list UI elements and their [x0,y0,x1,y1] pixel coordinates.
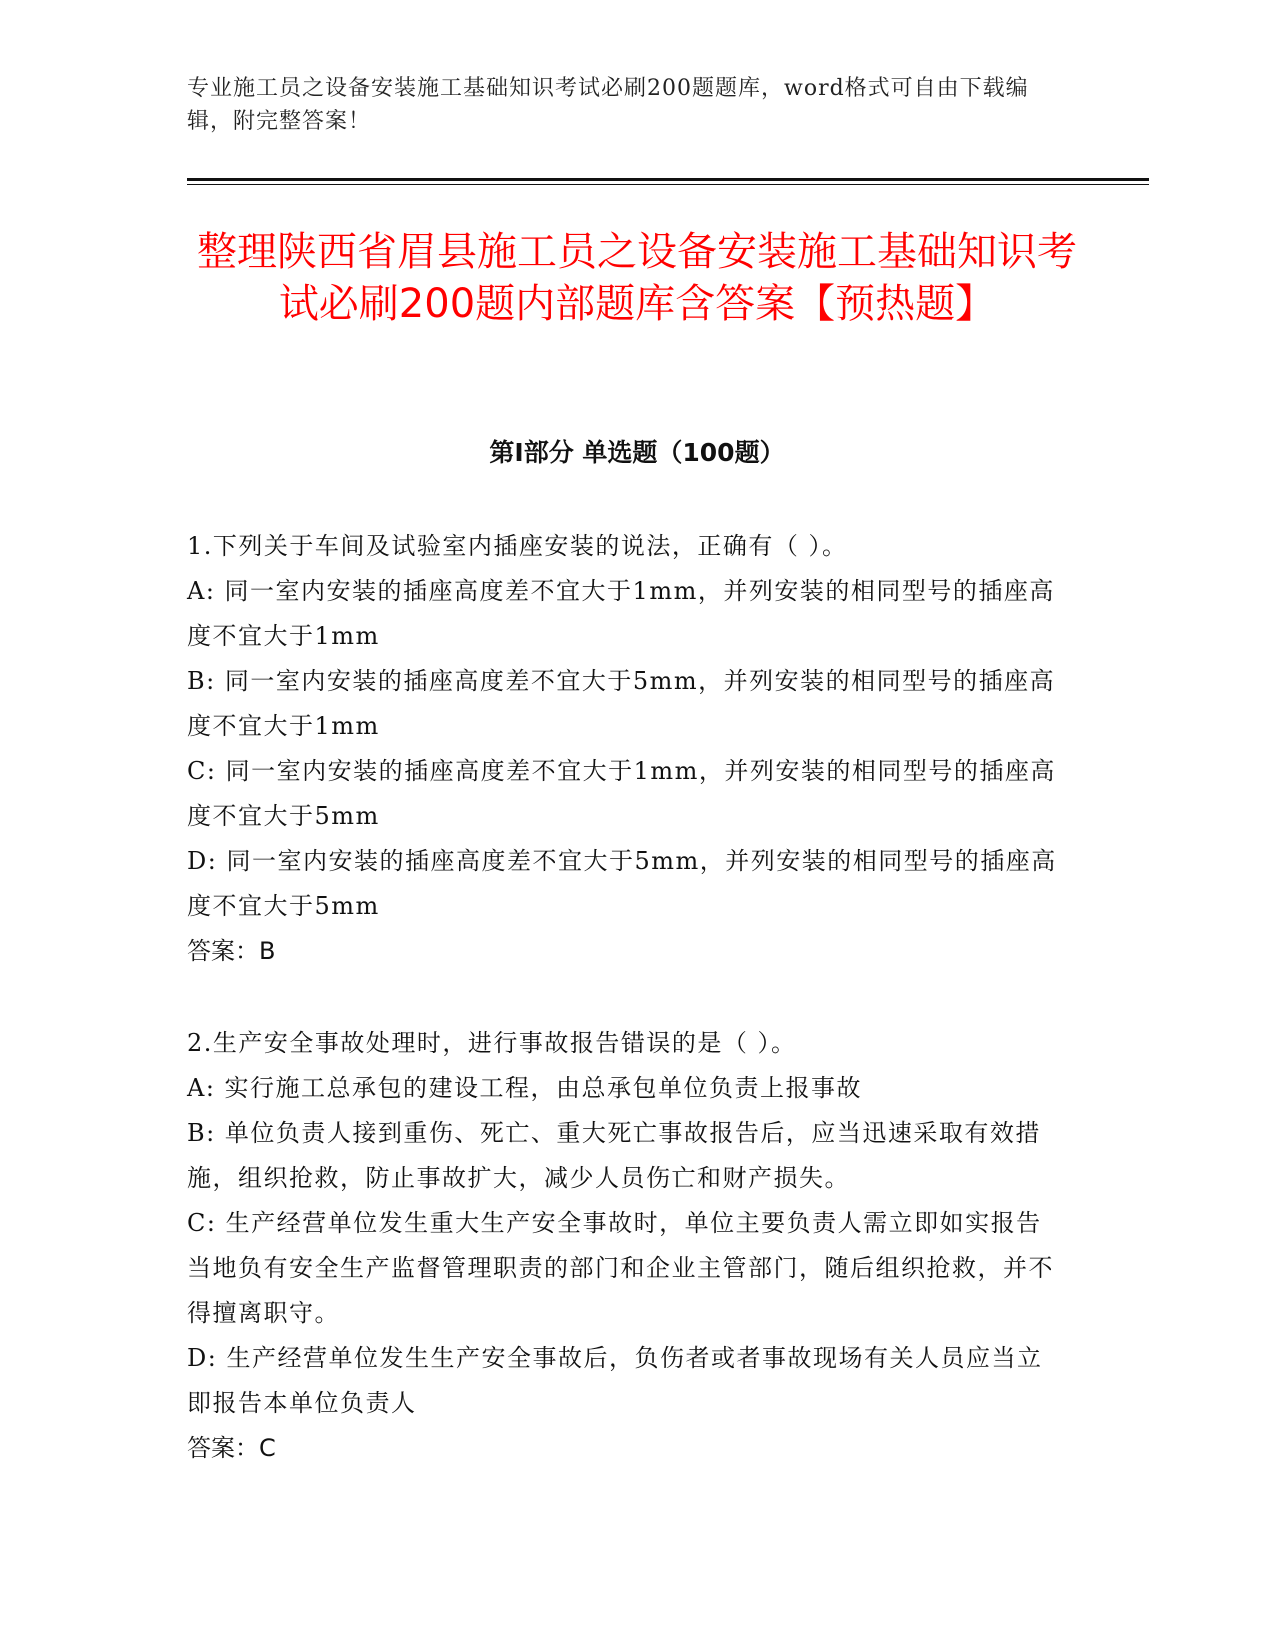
option-a: A: 同一室内安装的插座高度差不宜大于1mm，并列安装的相同型号的插座高度不宜大于1mm [187,577,1055,650]
section-title: 第I部分 单选题（100题） [489,438,785,467]
option-a: A: 实行施工总承包的建设工程，由总承包单位负责上报事故 [187,1074,863,1102]
answer-text: 答案：B [187,937,276,965]
option-c: C: 同一室内安装的插座高度差不宜大于1mm，并列安装的相同型号的插座高度不宜大于5mm [187,757,1056,830]
option-d: D: 生产经营单位发生生产安全事故后，负伤者或者事故现场有关人员应当立即报告本单位负责人 [187,1344,1043,1417]
answer-text: 答案：C [187,1434,276,1462]
question-stem: 2.生产安全事故处理时，进行事故报告错误的是（ ）。 [187,1029,797,1057]
option-b: B: 单位负责人接到重伤、死亡、重大死亡事故报告后，应当迅速采取有效措施，组织抢救，防止事故扩大，减少人员伤亡和财产损失。 [187,1119,1041,1192]
document-title: 整理陕西省眉县施工员之设备安装施工基础知识考试必刷200题内部题库含答案【预热题】 [197,229,1077,327]
option-b: B: 同一室内安装的插座高度差不宜大于5mm，并列安装的相同型号的插座高度不宜大于1mm [187,667,1056,740]
question-stem: 1.下列关于车间及试验室内插座安装的说法，正确有（ ）。 [187,532,848,560]
header-divider-thick [187,178,1149,181]
question-1 [187,524,1067,974]
option-d: D: 同一室内安装的插座高度差不宜大于5mm，并列安装的相同型号的插座高度不宜大于5mm [187,847,1057,920]
option-c: C: 生产经营单位发生重大生产安全事故时，单位主要负责人需立即如实报告当地负有安全生产监督管理职责的部门和企业主管部门，随后组织抢救，并不得擅离职守。 [187,1209,1054,1327]
header-note: 专业施工员之设备安装施工基础知识考试必刷200题题库，word格式可自由下载编辑，附完整答案！ [187,76,1029,134]
header-divider-thin [187,184,1149,185]
question-2 [187,1021,1067,1471]
